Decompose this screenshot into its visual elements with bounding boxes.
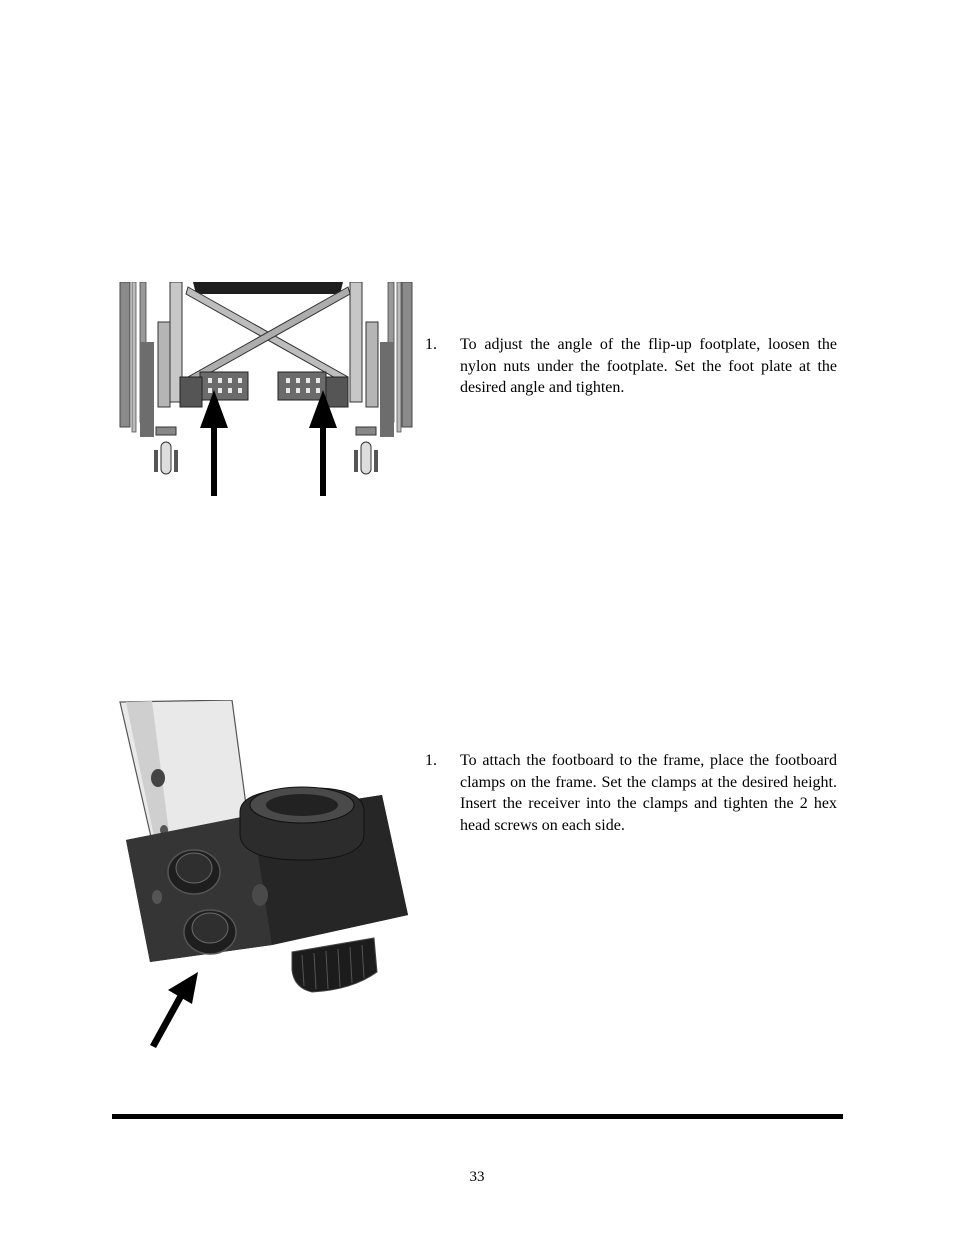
- step-number: 1.: [425, 336, 437, 353]
- footboard-clamp-illustration: [112, 700, 412, 1050]
- step-text: To adjust the angle of the flip-up footplate, loosen the nylon nuts under the footplate. Set the foot plate at the desired angle and tighten.: [460, 336, 837, 396]
- page-number: 33: [469, 1169, 485, 1185]
- footer-rule: [112, 1114, 843, 1119]
- wheelchair-footplate-illustration: [118, 282, 418, 498]
- step-number: 1.: [425, 752, 437, 769]
- step-text: To attach the footboard to the frame, place the footboard clamps on the frame. Set the clamps at the desired height. Insert the receiver into the clamps and tighten the 2 hex head screws on each side.: [460, 752, 837, 834]
